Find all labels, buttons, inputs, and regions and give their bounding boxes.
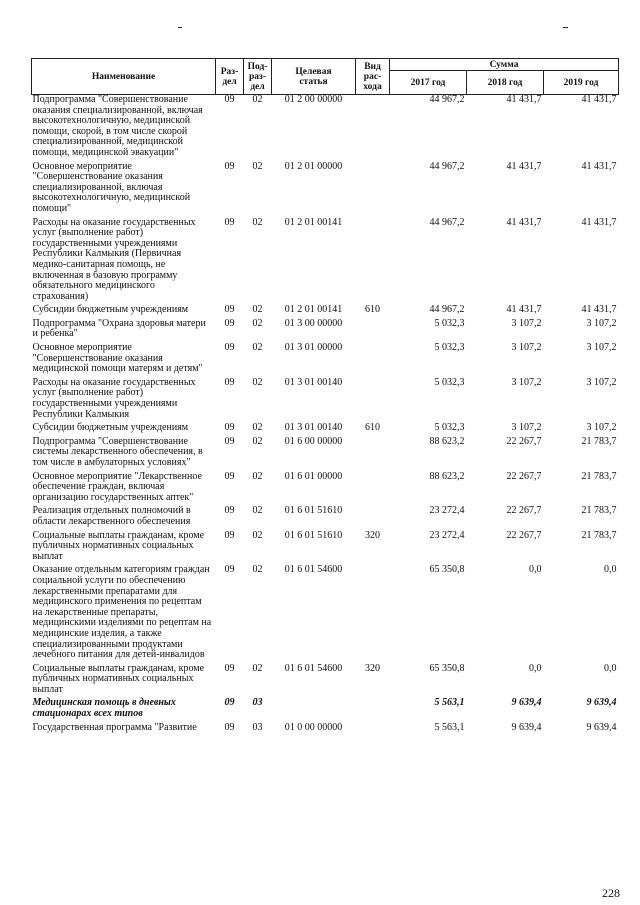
table-row <box>32 319 619 343</box>
row-target-item: 01 6 00 00000 <box>284 435 343 447</box>
row-podrazdel: 02 <box>252 422 263 434</box>
row-podrazdel: 02 <box>252 505 263 517</box>
row-target-item: 01 2 01 00141 <box>284 216 343 228</box>
row-sum-2018: 3 107,2 <box>511 422 542 434</box>
row-target-item: 01 3 00 00000 <box>284 317 343 329</box>
row-podrazdel: 02 <box>252 94 263 105</box>
row-razdel: 09 <box>224 505 235 517</box>
row-name: Расходы на оказание государственных услуг (выполнение работ) государственными учреждениями Республики Калмыкия <box>32 376 196 420</box>
row-sum-2018: 41 431,7 <box>506 304 542 316</box>
row-sum-2018: 41 431,7 <box>506 94 542 105</box>
row-razdel: 09 <box>224 216 235 228</box>
row-sum-2017: 44 967,2 <box>429 216 465 228</box>
row-podrazdel: 02 <box>252 529 263 541</box>
table-row <box>32 437 619 472</box>
row-sum-2017: 5 563,1 <box>434 721 465 733</box>
row-sum-2019: 21 783,7 <box>581 505 617 517</box>
row-podrazdel: 02 <box>252 470 263 482</box>
row-target-item: 01 2 01 00141 <box>284 304 343 316</box>
header-razdel: Раз- дел <box>216 59 244 95</box>
row-podrazdel: 02 <box>252 342 263 354</box>
row-razdel: 09 <box>224 435 235 447</box>
header-year-2017: 2017 год <box>390 71 467 95</box>
row-razdel: 09 <box>224 304 235 316</box>
row-sum-2017: 5 032,3 <box>434 342 465 354</box>
row-razdel: 09 <box>224 376 235 388</box>
table-row <box>32 531 619 566</box>
row-podrazdel: 02 <box>252 216 263 228</box>
table-row <box>32 305 619 319</box>
row-sum-2018: 9 639,4 <box>511 721 542 733</box>
row-expense-type <box>356 565 390 663</box>
row-podrazdel: 03 <box>252 721 263 733</box>
page-number: 228 <box>602 886 620 900</box>
row-target-item: 01 3 01 00140 <box>284 422 343 434</box>
row-name: Основное мероприятие "Лекарственное обеспечение граждан, включая организацию государственных аптек" <box>32 470 202 503</box>
row-razdel: 09 <box>224 94 235 105</box>
row-sum-2019: 41 431,7 <box>581 94 617 105</box>
row-expense-type <box>356 343 390 378</box>
row-razdel: 09 <box>224 721 235 733</box>
header-expense-type: Вид рас- хода <box>356 59 390 95</box>
row-expense-type <box>356 472 390 507</box>
row-podrazdel: 02 <box>252 435 263 447</box>
row-sum-2017: 44 967,2 <box>429 304 465 316</box>
row-sum-2017: 65 350,8 <box>429 662 465 674</box>
header-name: Наименование <box>32 59 216 95</box>
row-expense-type <box>356 162 390 218</box>
table-row <box>32 343 619 378</box>
row-expense-type <box>356 319 390 343</box>
scan-mark-left <box>178 27 182 28</box>
row-sum-2017: 5 032,3 <box>434 317 465 329</box>
row-expense-type <box>356 698 390 722</box>
row-name: Социальные выплаты гражданам, кроме публичных нормативных социальных выплат <box>32 529 205 562</box>
row-expense-type <box>356 723 390 737</box>
row-sum-2017: 5 032,3 <box>434 376 465 388</box>
row-sum-2018: 41 431,7 <box>506 216 542 228</box>
row-razdel: 09 <box>224 342 235 354</box>
row-sum-2019: 3 107,2 <box>586 342 617 354</box>
row-sum-2017: 44 967,2 <box>429 94 465 105</box>
row-sum-2018: 41 431,7 <box>506 160 542 172</box>
header-sum: Сумма <box>390 59 619 71</box>
row-razdel: 09 <box>224 470 235 482</box>
row-sum-2018: 3 107,2 <box>511 342 542 354</box>
row-sum-2019: 3 107,2 <box>586 376 617 388</box>
row-expense-type <box>356 95 390 162</box>
row-sum-2019: 21 783,7 <box>581 470 617 482</box>
header-podrazdel: Под- раз- дел <box>244 59 272 95</box>
header-target-item: Целевая статья <box>272 59 356 95</box>
row-razdel: 09 <box>224 697 235 709</box>
table-row <box>32 218 619 306</box>
row-name: Государственная программа "Развитие <box>32 721 197 733</box>
row-sum-2018: 22 267,7 <box>506 470 542 482</box>
row-expense-type: 610 <box>365 422 380 434</box>
row-sum-2019: 3 107,2 <box>586 422 617 434</box>
row-podrazdel: 02 <box>252 304 263 316</box>
row-target-item <box>272 698 356 722</box>
row-podrazdel: 02 <box>252 317 263 329</box>
table-row <box>32 378 619 423</box>
row-target-item: 01 6 01 00000 <box>284 470 343 482</box>
row-sum-2017: 88 623,2 <box>429 470 465 482</box>
row-name: Расходы на оказание государственных услуг (выполнение работ) государственными учреждениями Республики Калмыкия (Первичная медико-санитарная помощь, не включенная в базовую программу обязательного медицинского страхования) <box>32 216 196 302</box>
row-name: Подпрограмма "Совершенствование оказания специализированной, включая высокотехнологичную, медицинской помощи, скорой, в том числе скорой специализированной, медицинской помощи, медицинской эвакуации" <box>32 94 203 158</box>
row-name: Оказание отдельным категориям граждан социальной услуги по обеспечению лекарственными препаратами для медицинского применения по рецептам на лекарственные препараты, медицинскими изделиями по рецептам на медицинские изделия, а также специализированными продуктами лечебного питания для детей-инвалидов <box>32 564 212 661</box>
row-target-item: 01 6 01 51610 <box>284 529 343 541</box>
table-row <box>32 698 619 722</box>
scan-mark-right <box>563 27 568 28</box>
row-podrazdel: 02 <box>252 376 263 388</box>
row-podrazdel: 03 <box>252 697 263 709</box>
table-row <box>32 95 619 162</box>
row-podrazdel: 02 <box>252 564 263 576</box>
row-sum-2017: 44 967,2 <box>429 160 465 172</box>
table-row <box>32 423 619 437</box>
row-sum-2018: 3 107,2 <box>511 376 542 388</box>
row-sum-2019: 21 783,7 <box>581 529 617 541</box>
row-sum-2019: 41 431,7 <box>581 160 617 172</box>
row-target-item: 01 6 01 54600 <box>284 564 343 576</box>
row-name: Реализация отдельных полномочий в области лекарственного обеспечения <box>32 505 191 527</box>
row-sum-2018: 22 267,7 <box>506 529 542 541</box>
row-name: Основное мероприятие "Совершенствование оказания специализированной, включая высокотехнологичную, медицинской помощи" <box>32 160 191 214</box>
row-sum-2019: 41 431,7 <box>581 304 617 316</box>
header-year-2018: 2018 год <box>467 71 544 95</box>
row-sum-2019: 9 639,4 <box>586 721 617 733</box>
row-expense-type: 610 <box>365 304 380 316</box>
row-expense-type <box>356 506 390 530</box>
row-sum-2018: 9 639,4 <box>511 697 542 709</box>
row-target-item: 01 6 01 54600 <box>284 662 343 674</box>
row-target-item: 01 6 01 51610 <box>284 505 343 517</box>
row-razdel: 09 <box>224 422 235 434</box>
row-sum-2019: 0,0 <box>604 662 617 674</box>
row-sum-2017: 23 272,4 <box>429 529 465 541</box>
header-year-2019: 2019 год <box>544 71 619 95</box>
row-sum-2017: 5 563,1 <box>434 697 465 709</box>
row-razdel: 09 <box>224 564 235 576</box>
row-sum-2019: 21 783,7 <box>581 435 617 447</box>
row-sum-2018: 22 267,7 <box>506 435 542 447</box>
row-name: Медицинская помощь в дневных стационарах всех типов <box>32 697 176 720</box>
row-name: Субсидии бюджетным учреждениям <box>32 422 189 434</box>
row-podrazdel: 02 <box>252 662 263 674</box>
row-expense-type: 320 <box>365 529 380 541</box>
row-razdel: 09 <box>224 529 235 541</box>
row-target-item: 01 2 00 00000 <box>284 94 343 105</box>
row-podrazdel: 02 <box>252 160 263 172</box>
row-name: Подпрограмма "Охрана здоровья матери и ребенка" <box>32 317 206 340</box>
row-sum-2019: 41 431,7 <box>581 216 617 228</box>
row-name: Подпрограмма "Совершенствование системы лекарственного обеспечения, в том числе в амбулаторных условиях" <box>32 435 203 468</box>
budget-table <box>31 58 619 736</box>
row-target-item: 01 0 00 00000 <box>284 721 343 733</box>
table-row <box>32 664 619 699</box>
row-sum-2018: 0,0 <box>529 662 542 674</box>
table-row <box>32 723 619 737</box>
row-target-item: 01 2 01 00000 <box>284 160 343 172</box>
row-name: Социальные выплаты гражданам, кроме публичных нормативных социальных выплат <box>32 662 205 695</box>
row-sum-2017: 5 032,3 <box>434 422 465 434</box>
row-target-item: 01 3 01 00000 <box>284 342 343 354</box>
table-row <box>32 506 619 530</box>
row-sum-2017: 65 350,8 <box>429 564 465 576</box>
row-expense-type <box>356 218 390 306</box>
row-name: Основное мероприятие "Совершенствование оказания медицинской помощи матерям и детям" <box>32 342 203 375</box>
table-body <box>32 95 619 737</box>
row-sum-2019: 3 107,2 <box>586 317 617 329</box>
table-row <box>32 565 619 663</box>
row-sum-2019: 0,0 <box>604 564 617 576</box>
row-expense-type <box>356 378 390 423</box>
row-name: Субсидии бюджетным учреждениям <box>32 304 189 316</box>
row-razdel: 09 <box>224 662 235 674</box>
row-sum-2018: 3 107,2 <box>511 317 542 329</box>
row-expense-type: 320 <box>365 662 380 674</box>
row-razdel: 09 <box>224 160 235 172</box>
row-razdel: 09 <box>224 317 235 329</box>
row-sum-2017: 23 272,4 <box>429 505 465 517</box>
table-row <box>32 162 619 218</box>
row-sum-2018: 0,0 <box>529 564 542 576</box>
row-sum-2019: 9 639,4 <box>586 697 617 709</box>
row-target-item: 01 3 01 00140 <box>284 376 343 388</box>
table-row <box>32 472 619 507</box>
row-sum-2017: 88 623,2 <box>429 435 465 447</box>
row-sum-2018: 22 267,7 <box>506 505 542 517</box>
row-expense-type <box>356 437 390 472</box>
